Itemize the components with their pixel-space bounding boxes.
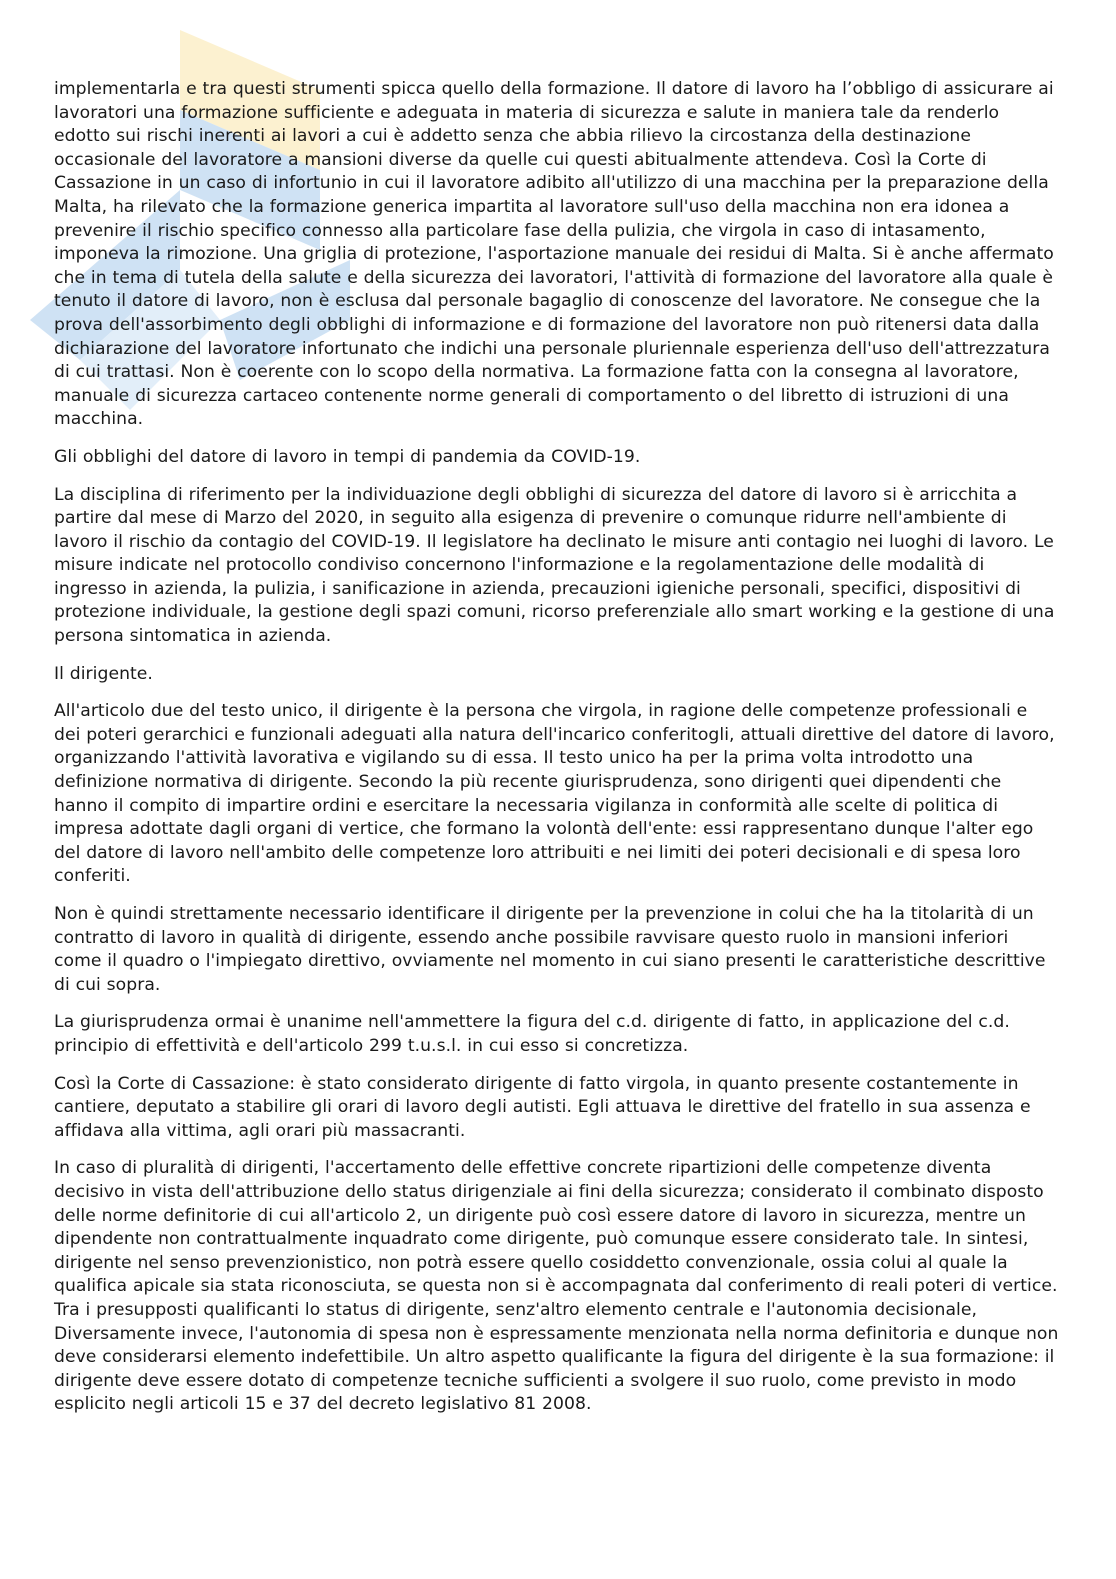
heading-dirigente: Il dirigente. (54, 663, 153, 684)
paragraph-covid: La disciplina di riferimento per la individuazione degli obblighi di sicurezza del datore di lavoro si è arricchita a partire dal mese di Marzo del 2020, in seguito alla esigenza di prevenire o comunque ridurre nell'ambiente di lavoro il rischio da contagio del COVID-19. Il legislatore ha declinato le misure anti contagio nei luoghi di lavoro. Le misure indicate nel protocollo condiviso concernono l'informazione e la regolamentazione delle modalità di ingresso in azienda, la pulizia, i sanificazione in azienda, precauzioni igieniche personali, specifici, dispositivi di protezione individuale, la gestione degli spazi comuni, ricorso preferenziale allo smart working e la gestione di una persona sintomatica in azienda. (54, 484, 1055, 647)
paragraph-pluralita-dirigenti: In caso di pluralità di dirigenti, l'accertamento delle effettive concrete ripartizioni delle competenze diventa decisivo in vista dell'attribuzione dello status dirigenziale ai fini della sicurezza; considerato il combinato disposto delle norme definitorie di cui all'articolo 2, un dirigente può così essere datore di lavoro in sicurezza, mentre un dipendente non contrattualmente inquadrato come dirigente, può comunque essere considerato tale. In sintesi, dirigente nel senso prevenzionistico, non potrà essere quello cosiddetto convenzionale, ossia colui al quale la qualifica apicale sia stata riconosciuta, se questa non si è accompagnata dal conferimento di reali poteri di vertice. Tra i presupposti qualificanti lo status di dirigente, senz'altro elemento centrale e l'autonomia decisionale, Diversamente invece, l'autonomia di spesa non è espressamente menzionata nella norma definitoria e dunque non deve considerarsi elemento indefettibile. Un altro aspetto qualificante la figura del dirigente è la sua formazione: il dirigente deve essere dotato di competenze tecniche sufficienti a svolgere il suo ruolo, come previsto in modo esplicito negli articoli 15 e 37 del decreto legislativo 81 2008. (54, 1158, 1059, 1415)
heading-obblighi-covid: Gli obblighi del datore di lavoro in tempi di pandemia da COVID-19. (54, 446, 641, 467)
paragraph-cassazione: Così la Corte di Cassazione: è stato considerato dirigente di fatto virgola, in quanto presente costantemente in cantiere, deputato a stabilire gli orari di lavoro degli autisti. Egli attuava le direttive del fratello in sua assenza e affidava alla vittima, agli orari più massacranti. (54, 1073, 1031, 1141)
paragraph-dirigente-definizione: All'articolo due del testo unico, il dirigente è la persona che virgola, in ragione delle competenze professionali e dei poteri gerarchici e funzionali adeguati alla natura dell'incarico conferitogli, attuali direttive del datore di lavoro, organizzando l'attività lavorativa e vigilando su di essa. Il testo unico ha per la prima volta introdotto una definizione normativa di dirigente. Secondo la più recente giurisprudenza, sono dirigenti quei dipendenti che hanno il compito di impartire ordini e esercitare la necessaria vigilanza in conformità alle scelte di politica di impresa adottate dagli organi di vertice, che formano la volontà dell'ente: essi rappresentano dunque l'alter ego del datore di lavoro nell'ambito delle competenze loro attribuiti e nei limiti dei poteri decisionali e di spesa loro conferiti. (54, 701, 1055, 887)
document-body (54, 78, 1059, 1431)
paragraph-dirigente-di-fatto: La giurisprudenza ormai è unanime nell'ammettere la figura del c.d. dirigente di fatto, in applicazione del c.d. principio di effettività e dell'articolo 299 t.u.s.l. in cui esso si concretizza. (54, 1012, 1010, 1056)
paragraph-formazione: implementarla e tra questi strumenti spicca quello della formazione. Il datore di lavoro ha l’obbligo di assicurare ai lavoratori una formazione sufficiente e adeguata in materia di sicurezza e salute in maniera tale da renderlo edotto sui rischi inerenti ai lavori a cui è addetto senza che abbia rilievo la circostanza della destinazione occasionale del lavoratore a mansioni diverse da quelle cui questi abitualmente attendeva. Così la Corte di Cassazione in un caso di infortunio in cui il lavoratore adibito all'utilizzo di una macchina per la preparazione della Malta, ha rilevato che la formazione generica impartita al lavoratore sull'uso della macchina non era idonea a prevenire il rischio specifico connesso alla particolare fase della pulizia, che virgola in caso di intasamento, imponeva la rimozione. Una griglia di protezione, l'asportazione manuale dei residui di Malta. Si è anche affermato che in tema di tutela della salute e della sicurezza dei lavoratori, l'attività di formazione del lavoratore alla quale è tenuto il datore di lavoro, non è esclusa dal personale bagaglio di conoscenze del lavoratore. Ne consegue che la prova dell'assorbimento degli obblighi di informazione e di formazione del lavoratore non può ritenersi data dalla dichiarazione del lavoratore infortunato che indichi una personale pluriennale esperienza dell'uso dell'attrezzatura di cui trattasi. Non è coerente con lo scopo della normativa. La formazione fatta con la consegna al lavoratore, manuale di sicurezza cartaceo contenente norme generali di comportamento o del libretto di istruzioni di una macchina. (54, 79, 1054, 430)
paragraph-dirigente-contratto: Non è quindi strettamente necessario identificare il dirigente per la prevenzione in colui che ha la titolarità di un contratto di lavoro in qualità di dirigente, essendo anche possibile ravvisare questo ruolo in mansioni inferiori come il quadro o l'impiegato direttivo, ovviamente nel momento in cui siano presenti le caratteristiche descrittive di cui sopra. (54, 904, 1046, 995)
